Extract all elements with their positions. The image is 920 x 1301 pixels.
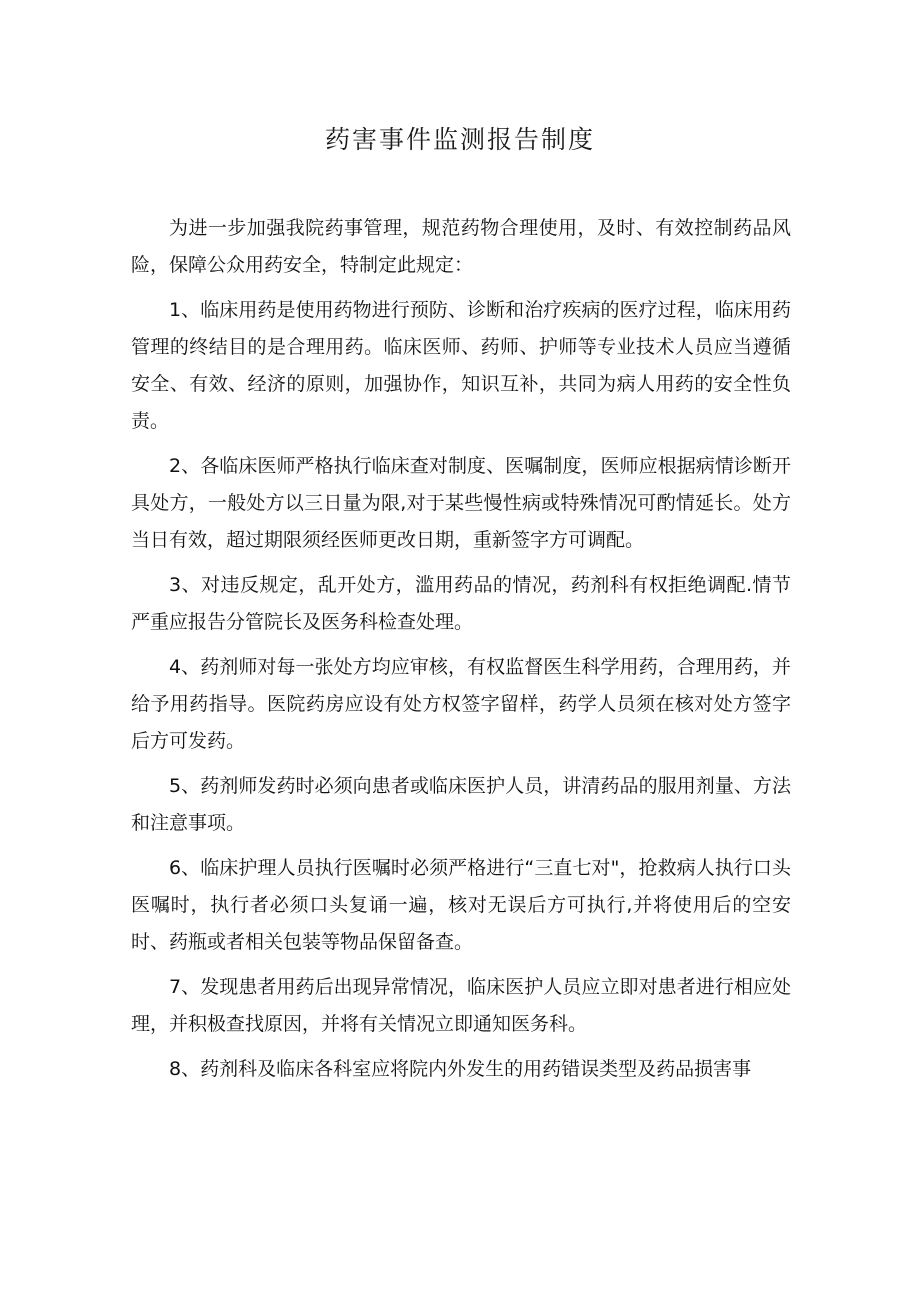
intro-paragraph: 为进一步加强我院药事管理，规范药物合理使用，及时、有效控制药品风险，保障公众用药安全，特制定此规定： bbox=[131, 217, 791, 276]
clause-8-paragraph: 8、药剂科及临床各科室应将院内外发生的用药错误类型及药品损害事 bbox=[169, 1058, 752, 1080]
document-title: 药害事件监测报告制度 bbox=[324, 125, 595, 154]
clause-5-paragraph: 5、药剂师发药时必须向患者或临床医护人员，讲清药品的服用剂量、方法和注意事项。 bbox=[131, 775, 791, 834]
clause-4-paragraph: 4、药剂师对每一张处方均应审核，有权监督医生科学用药，合理用药，并给予用药指导。医院药房应设有处方权签字留样，药学人员须在核对处方签字后方可发药。 bbox=[131, 656, 791, 752]
clause-1-paragraph: 1、临床用药是使用药物进行预防、诊断和治疗疾病的医疗过程，临床用药管理的终结目的是合理用药。临床医师、药师、护师等专业技术人员应当遵循安全、有效、经济的原则，加强协作，知识互补，共同为病人用药的安全性负责。 bbox=[131, 299, 791, 432]
clause-2-paragraph: 2、各临床医师严格执行临床查对制度、医嘱制度，医师应根据病情诊断开具处方，一般处方以三日量为限,对于某些慢性病或特殊情况可酌情延长。处方当日有效，超过期限须经医师更改日期，重新签字方可调配。 bbox=[131, 455, 791, 551]
document-body bbox=[131, 210, 791, 1096]
clause-3-paragraph: 3、对违反规定，乱开处方，滥用药品的情况，药剂科有权拒绝调配.情节严重应报告分管院长及医务科检查处理。 bbox=[131, 574, 791, 633]
clause-6-paragraph: 6、临床护理人员执行医嘱时必须严格进行“三直七对"，抢救病人执行口头医嘱时，执行者必须口头复诵一遍，核对无误后方可执行,并将使用后的空安时、药瓶或者相关包装等物品保留备查。 bbox=[131, 857, 791, 953]
clause-7-paragraph: 7、发现患者用药后出现异常情况，临床医护人员应立即对患者进行相应处理，并积极查找原因，并将有关情况立即通知医务科。 bbox=[131, 976, 791, 1035]
